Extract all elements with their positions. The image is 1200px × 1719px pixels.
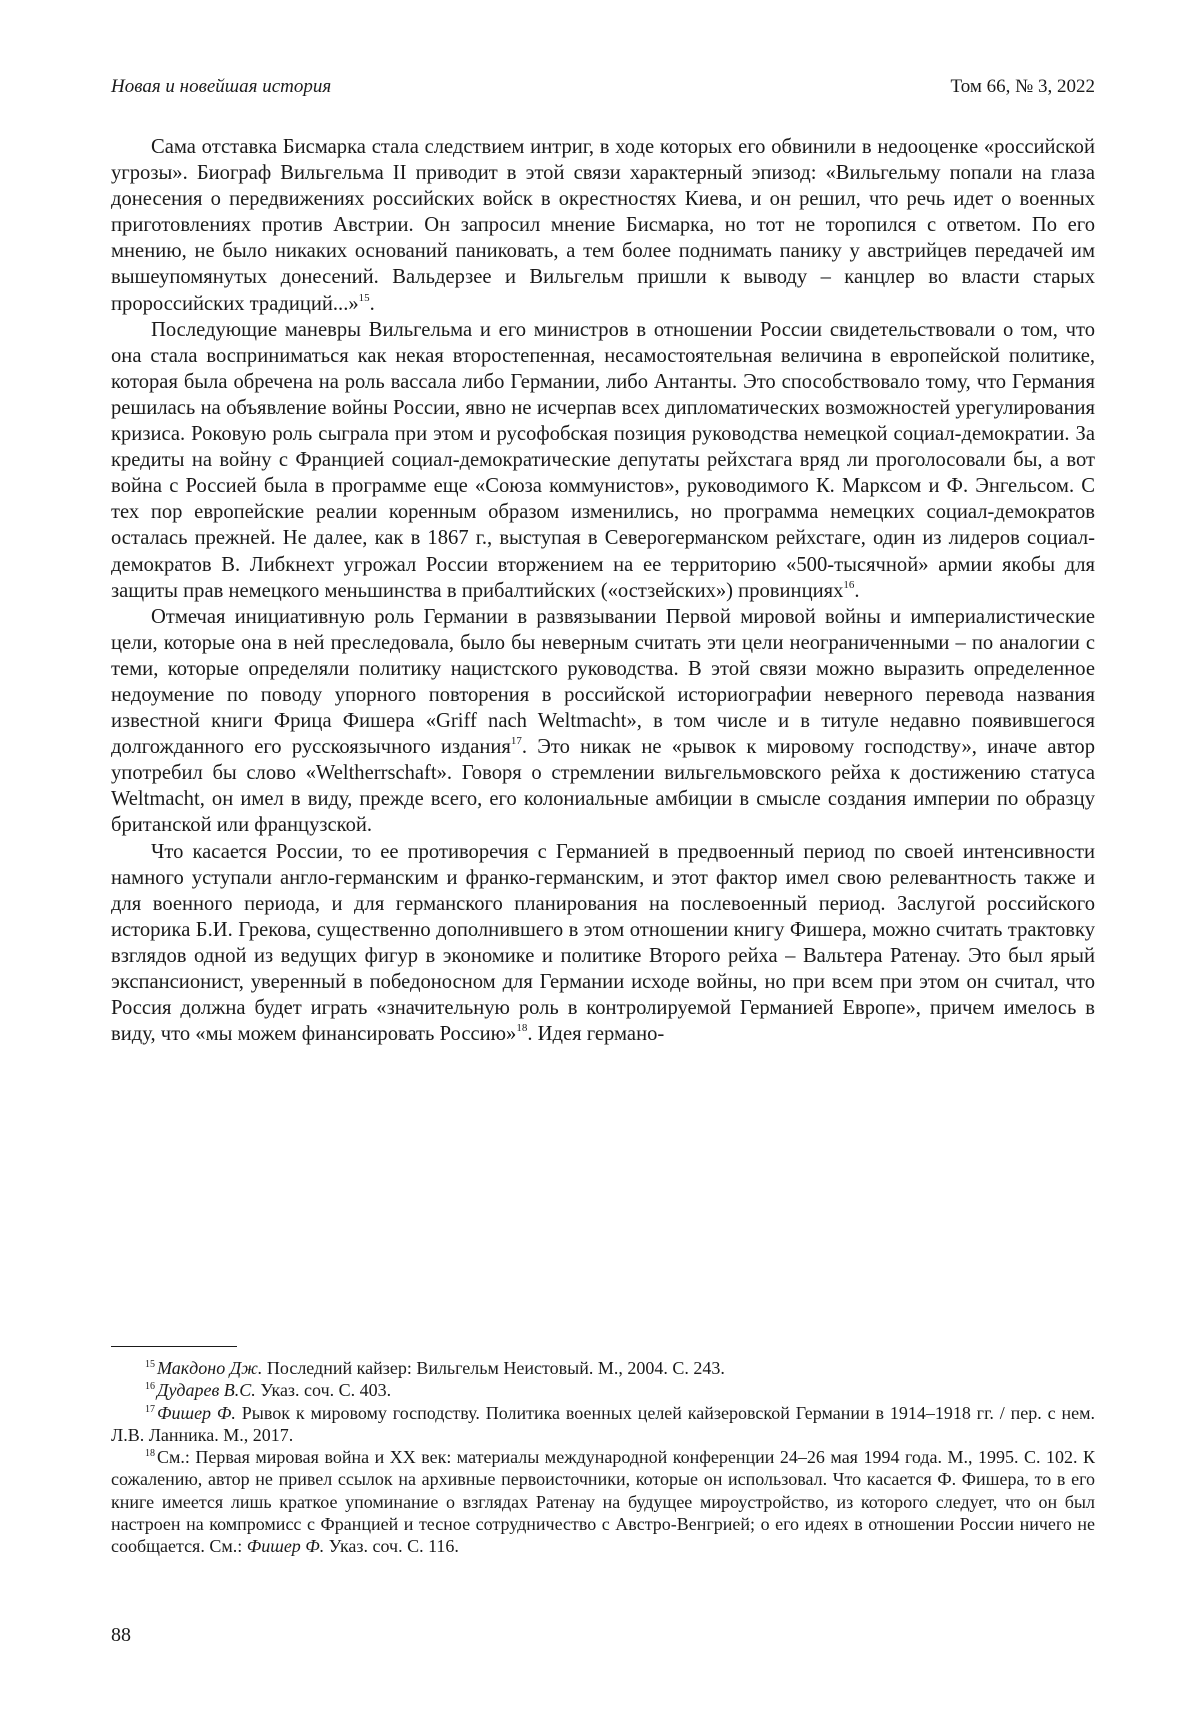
paragraph-tail: . (369, 292, 375, 315)
paragraph-text: Сама отставка Бисмарка стала следствием интриг, в ходе которых его обвинили в недооценке «российской угрозы». Биограф Вильгельма II приводит в этой связи характерный эпизод: «Вильгельму попали на глаза донесения о передвижениях российских войск в окрестностях Киева, и он решил, что речь идет о военных приготовлениях против Австрии. Он запросил мнение Бисмарка, но тот не торопился с ответом. По его мнению, не было никаких оснований паниковать, а тем более поднимать панику у австрийцев передачей им вышеупомянутых донесений. Вальдерзее и Вильгельм пришли к выводу – канцлер во власти старых пророссийских традиций...» (111, 136, 1095, 315)
footnote (111, 1446, 1095, 1557)
footnote-text-tail: Указ. соч. С. 116. (324, 1536, 459, 1557)
footnote-ref[interactable]: 16 (843, 578, 855, 591)
footnote-text: Указ. соч. С. 403. (255, 1380, 392, 1401)
footnote-text: См.: Первая мировая война и XX век: материалы международной конференции 24–26 мая 1994 года. М., 1995. С. 102. К сожалению, автор не привел ссылок на архивные первоисточники, которые он использовал. Что касается Ф. Фишера, то в его книге имеется лишь краткое упоминание о взглядах Ратенау на будущее мироустройство, из которого следует, что он был настроен на компромисс с Францией и тесное сотрудничество с Австро-Венгрией; о его идеях в отношении России ничего не сообщается. См.: (111, 1447, 1095, 1557)
footnote-ref[interactable]: 15 (358, 291, 370, 304)
paragraph-text: Что касается России, то ее противоречия с Германией в предвоенный период по своей интенсивности намного уступали англо-германским и франко-германским, и этот фактор имел свою релевантность также и для военного периода, и для германского планирования на послевоенный период. Заслугой российского историка Б.И. Грекова, существенно дополнившего в этом отношении книгу Фишера, можно считать трактовку взглядов одной из ведущих фигур в экономике и политике Второго рейха – Вальтера Ратенау. Это был ярый экспансионист, уверенный в победоносном для Германии исходе войны, но при всем при этом он считал, что Россия должна будет играть «значительную роль в контролируемой Германией Европе», причем имелось в виду, что «мы можем финансировать Россию» (111, 840, 1095, 1046)
footnote-text: Рывок к мировому господству. Политика военных целей кайзеровской Германии в 1914–1918 гг. / пер. с нем. Л.В. Ланника. М., 2017. (111, 1402, 1095, 1445)
footnote (111, 1379, 1095, 1401)
body-text (111, 134, 1095, 1047)
running-header (111, 74, 1095, 100)
footnote-number: 15 (145, 1359, 155, 1370)
footnote-separator (111, 1346, 237, 1347)
footnote-ref[interactable]: 18 (516, 1022, 528, 1035)
journal-title: Новая и новейшая история (111, 76, 332, 97)
paragraph (111, 134, 1095, 317)
footnote (111, 1357, 1095, 1379)
footnote-number: 16 (145, 1381, 155, 1393)
paragraph-tail: . Идея германо- (527, 1023, 665, 1046)
paragraph (111, 839, 1095, 1048)
issue-info: Том 66, № 3, 2022 (950, 76, 1095, 97)
footnote-number: 18 (145, 1448, 155, 1460)
footnotes (111, 1357, 1095, 1558)
paragraph-text: Последующие маневры Вильгельма и его министров в отношении России свидетельствовали о том, что она стала восприниматься как некая второстепенная, несамостоятельная величина в европейской политике, которая была обречена на роль вассала либо Германии, либо Антанты. Это способствовало тому, что Германия решилась на объявление войны России, явно не исчерпав всех дипломатических возможностей урегулирования кризиса. Роковую роль сыграла при этом и русофобская позиция руководства немецкой социал-демократии. За кредиты на войну с Францией социал-демократические депутаты рейхстага вряд ли проголосовали бы, а вот война с Россией была в программе еще «Союза коммунистов», руководимого К. Марксом и Ф. Энгельсом. С тех пор европейские реалии коренным образом изменились, но программа немецких социал-демократов осталась прежней. Не далее, как в 1867 г., выступая в Северогерманском рейхстаге, один из лидеров социал-демократов В. Либкнехт угрожал России вторжением на ее территорию «500-тысячной» армии якобы для защиты прав немецкого меньшинства в прибалтийских («остзейских») провинциях (111, 318, 1095, 602)
footnote-author: Макдоно Дж. (157, 1358, 263, 1378)
paragraph (111, 604, 1095, 839)
footnote-number: 17 (145, 1403, 155, 1415)
paragraph-tail: . Это никак не «рывок к мировому господству», иначе автор употребил бы слово «Weltherrschaft». Говоря о стремлении вильгельмовского рейха к достижению статуса Weltmacht, он имел в виду, прежде всего, его колониальные амбиции в смысле создания империи по образцу британской или французской. (111, 736, 1095, 837)
footnote-ref[interactable]: 17 (510, 735, 522, 748)
page-number: 88 (111, 1624, 131, 1646)
paragraph-text: Отмечая инициативную роль Германии в развязывании Первой мировой войны и империалистические цели, которые она в ней преследовала, было бы неверным считать эти цели неограниченными – по аналогии с теми, которые определяли политику нацистского руководства. В этой связи можно выразить определенное недоумение по поводу упорного повторения в российской историографии неверного перевода названия известной книги Фрица Фишера «Griff nach Weltmacht», в том числе и в титуле недавно появившегося долгожданного его русскоязычного издания (111, 605, 1095, 759)
footnote (111, 1402, 1095, 1447)
footnote-author: Дударев В.С. (157, 1380, 256, 1401)
footnote-author: Фишер Ф. (157, 1402, 236, 1423)
paragraph (111, 317, 1095, 604)
paragraph-tail: . (854, 579, 860, 602)
footnote-author: Фишер Ф. (246, 1536, 325, 1557)
footnote-text: Последний кайзер: Вильгельм Неистовый. М., 2004. С. 243. (262, 1358, 725, 1378)
